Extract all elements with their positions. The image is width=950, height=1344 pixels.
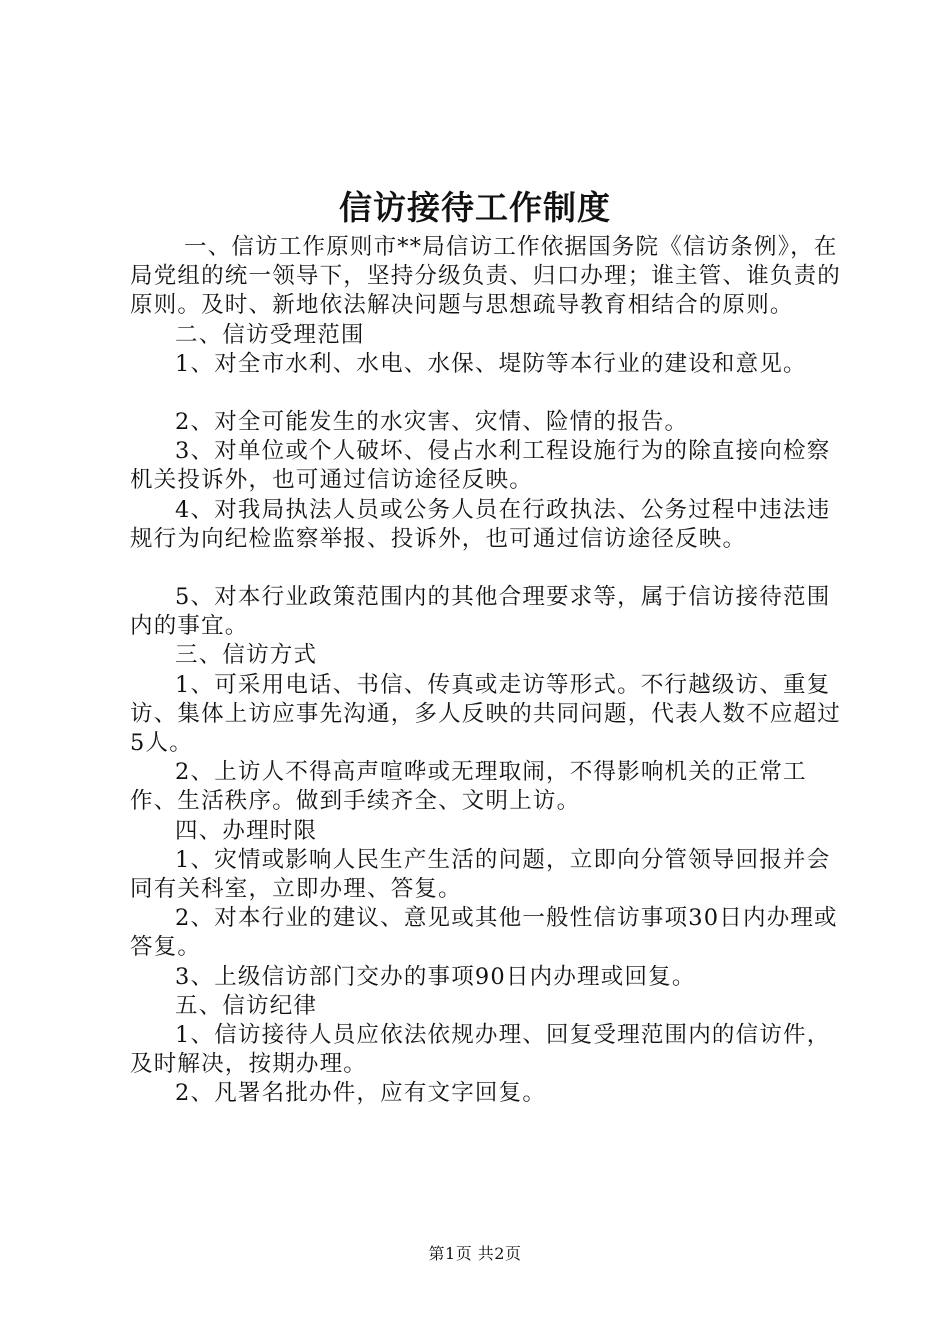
paragraph-discipline-2: 2、凡署名批办件，应有文字回复。 xyxy=(175,1080,547,1107)
paragraph-scope-1: 1、对全市水利、水电、水保、堤防等本行业的建设和意见。 xyxy=(175,350,807,377)
page-footer: 第1页 共2页 xyxy=(428,1244,522,1263)
paragraph-time-limits-1: 1、灾情或影响人民生产生活的问题，立即向分管领导回报并会同有关科室，立即办理、答复。 xyxy=(130,846,831,903)
paragraph-discipline-1: 1、信访接待人员应依法依规办理、回复受理范围内的信访件，及时解决，按期办理。 xyxy=(130,1022,831,1078)
paragraph-scope-4: 4、对我局执法人员或公务人员在行政执法、公务过程中违法违规行为向纪检监察举报、投诉外，也可通过信访途径反映。 xyxy=(130,496,831,552)
paragraph-scope-3: 3、对单位或个人破坏、侵占水利工程设施行为的除直接向检察机关投诉外，也可通过信访途径反映。 xyxy=(130,438,831,494)
document-body xyxy=(130,233,850,1109)
paragraph-time-limits-2: 2、对本行业的建议、意见或其他一般性信访事项30日内办理或答复。 xyxy=(130,905,838,961)
heading-time-limits: 四、办理时限 xyxy=(175,817,318,844)
paragraph-time-limits-3: 3、上级信访部门交办的事项90日内办理或回复。 xyxy=(175,963,696,990)
paragraph-principles: 一、信访工作原则市**局信访工作依据国务院《信访条例》，在局党组的统一领导下，坚持分级负责、归口办理；谁主管、谁负责的原则。及时、新地依法解决问题与思想疏导教育相结合的原则。 xyxy=(130,234,842,319)
heading-methods: 三、信访方式 xyxy=(175,642,318,669)
paragraph-scope-2: 2、对全可能发生的水灾害、灾情、险情的报告。 xyxy=(175,409,689,436)
paragraph-scope-5: 5、对本行业政策范围内的其他合理要求等，属于信访接待范围内的事宜。 xyxy=(130,584,831,640)
paragraph-methods-2: 2、上访人不得高声喧哗或无理取闹，不得影响机关的正常工作、生活秩序。做到手续齐全、文明上访。 xyxy=(130,759,807,815)
document-title: 信访接待工作制度 xyxy=(339,188,611,227)
heading-scope: 二、信访受理范围 xyxy=(175,321,365,348)
heading-discipline: 五、信访纪律 xyxy=(175,992,318,1019)
paragraph-methods-1: 1、可采用电话、书信、传真或走访等形式。不行越级访、重复访、集体上访应事先沟通，多人反映的共同问题，代表人数不应超过5人。 xyxy=(130,671,842,757)
